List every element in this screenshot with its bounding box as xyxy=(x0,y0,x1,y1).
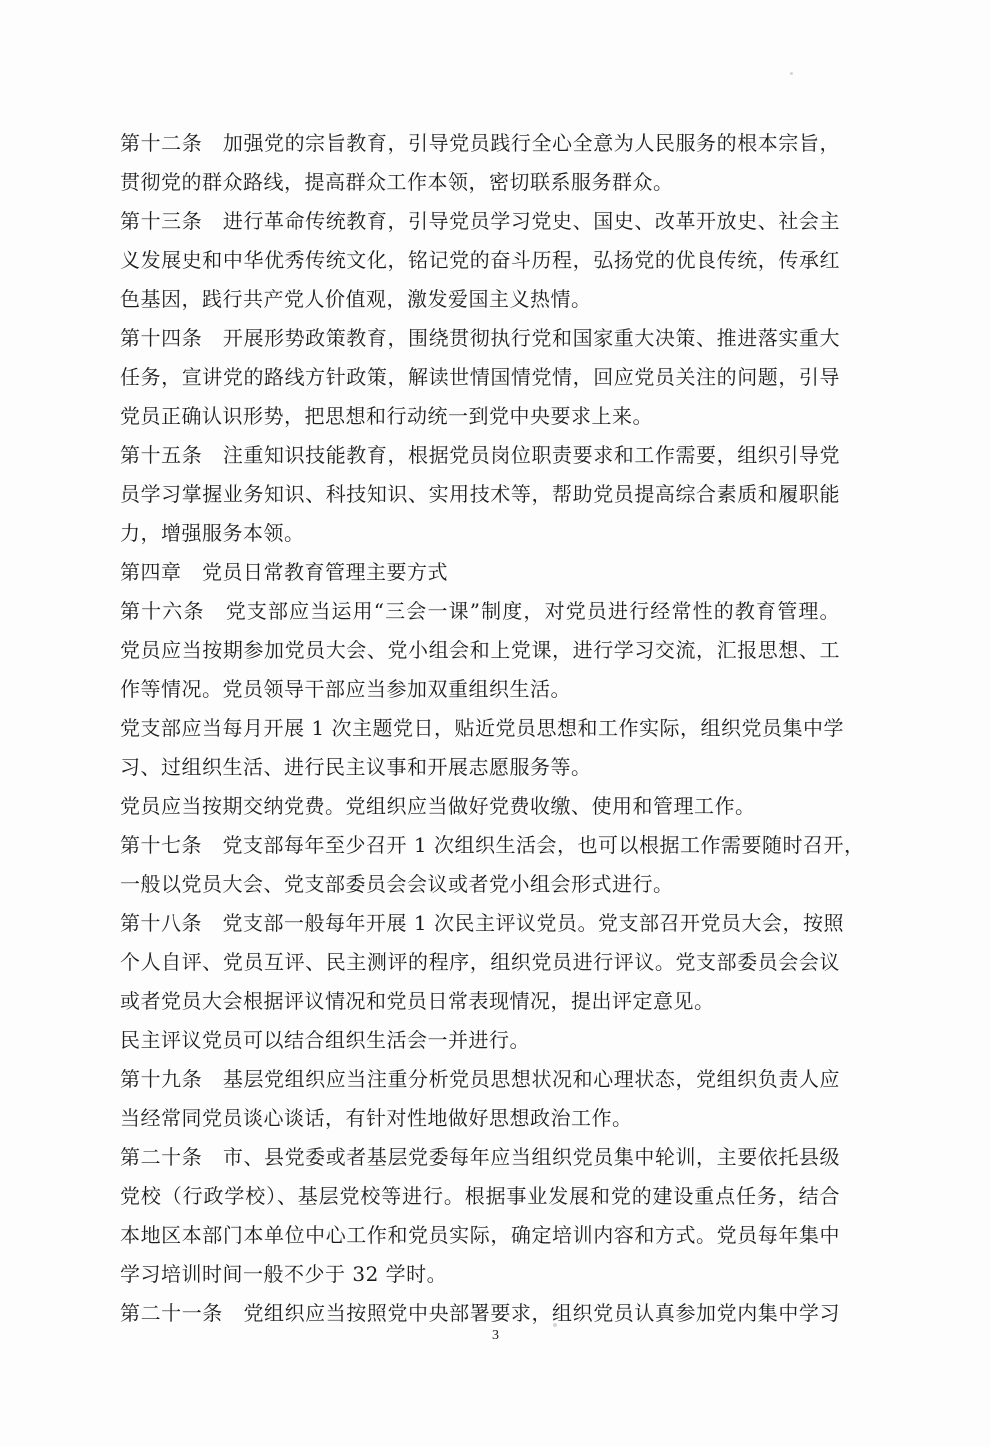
text-line: 第十七条 党支部每年至少召开 1 次组织生活会，也可以根据工作需要随时召开， xyxy=(120,833,865,857)
text-line: 第二十条 市、县党委或者基层党委每年应当组织党员集中轮训，主要依托县级 xyxy=(120,1145,840,1169)
text-line: 个人自评、党员互评、民主测评的程序，组织党员进行评议。党支部委员会会议 xyxy=(120,950,840,974)
text-line: 第十八条 党支部一般每年开展 1 次民主评议党员。党支部召开党员大会，按照 xyxy=(120,911,844,935)
text-line: 习、过组织生活、进行民主议事和开展志愿服务等。 xyxy=(120,755,592,779)
text-line: 当经常同党员谈心谈话，有针对性地做好思想政治工作。 xyxy=(120,1106,633,1130)
text-line: 第十四条 开展形势政策教育，围绕贯彻执行党和国家重大决策、推进落实重大 xyxy=(120,326,840,350)
text-line: 一般以党员大会、党支部委员会会议或者党小组会形式进行。 xyxy=(120,872,674,896)
text-line: 色基因，践行共产党人价值观，激发爱国主义热情。 xyxy=(120,287,592,311)
text-line: 第十九条 基层党组织应当注重分析党员思想状况和心理状态，党组织负责人应 xyxy=(120,1067,840,1091)
text-line: 员学习掌握业务知识、科技知识、实用技术等，帮助党员提高综合素质和履职能 xyxy=(120,482,840,506)
text-line: 义发展史和中华优秀传统文化，铭记党的奋斗历程，弘扬党的优良传统，传承红 xyxy=(120,248,840,272)
text-line: 本地区本部门本单位中心工作和党员实际，确定培训内容和方式。党员每年集中 xyxy=(120,1223,840,1247)
text-line: 力，增强服务本领。 xyxy=(120,521,305,545)
chapter-heading: 第四章 党员日常教育管理主要方式 xyxy=(120,560,448,584)
text-line: 党校（行政学校）、基层党校等进行。根据事业发展和党的建设重点任务，结合 xyxy=(120,1184,840,1208)
scan-speck xyxy=(790,72,793,75)
text-line: 作等情况。党员领导干部应当参加双重组织生活。 xyxy=(120,677,571,701)
text-line: 或者党员大会根据评议情况和党员日常表现情况，提出评定意见。 xyxy=(120,989,715,1013)
text-line: 第十三条 进行革命传统教育，引导党员学习党史、国史、改革开放史、社会主 xyxy=(120,209,840,233)
scan-speck xyxy=(553,1323,557,1327)
page-number: 3 xyxy=(492,1328,499,1343)
text-line: 第十五条 注重知识技能教育，根据党员岗位职责要求和工作需要，组织引导党 xyxy=(120,443,840,467)
text-line: 党员应当按期参加党员大会、党小组会和上党课，进行学习交流，汇报思想、工 xyxy=(120,638,840,662)
text-line: 党员正确认识形势，把思想和行动统一到党中央要求上来。 xyxy=(120,404,653,428)
text-line: 民主评议党员可以结合组织生活会一并进行。 xyxy=(120,1028,530,1052)
text-line: 任务，宣讲党的路线方针政策，解读世情国情党情，回应党员关注的问题，引导 xyxy=(120,365,840,389)
text-line: 贯彻党的群众路线，提高群众工作本领，密切联系服务群众。 xyxy=(120,170,674,194)
text-line: 学习培训时间一般不少于 32 学时。 xyxy=(120,1262,448,1286)
text-line: 第十六条 党支部应当运用“三会一课”制度，对党员进行经常性的教育管理。 xyxy=(120,599,840,623)
body-text xyxy=(120,124,865,1333)
text-line: 第十二条 加强党的宗旨教育，引导党员践行全心全意为人民服务的根本宗旨， xyxy=(120,131,840,155)
text-line: 党支部应当每月开展 1 次主题党日，贴近党员思想和工作实际，组织党员集中学 xyxy=(120,716,844,740)
text-line: 党员应当按期交纳党费。党组织应当做好党费收缴、使用和管理工作。 xyxy=(120,794,756,818)
text-line: 第二十一条 党组织应当按照党中央部署要求，组织党员认真参加党内集中学习 xyxy=(120,1301,840,1325)
